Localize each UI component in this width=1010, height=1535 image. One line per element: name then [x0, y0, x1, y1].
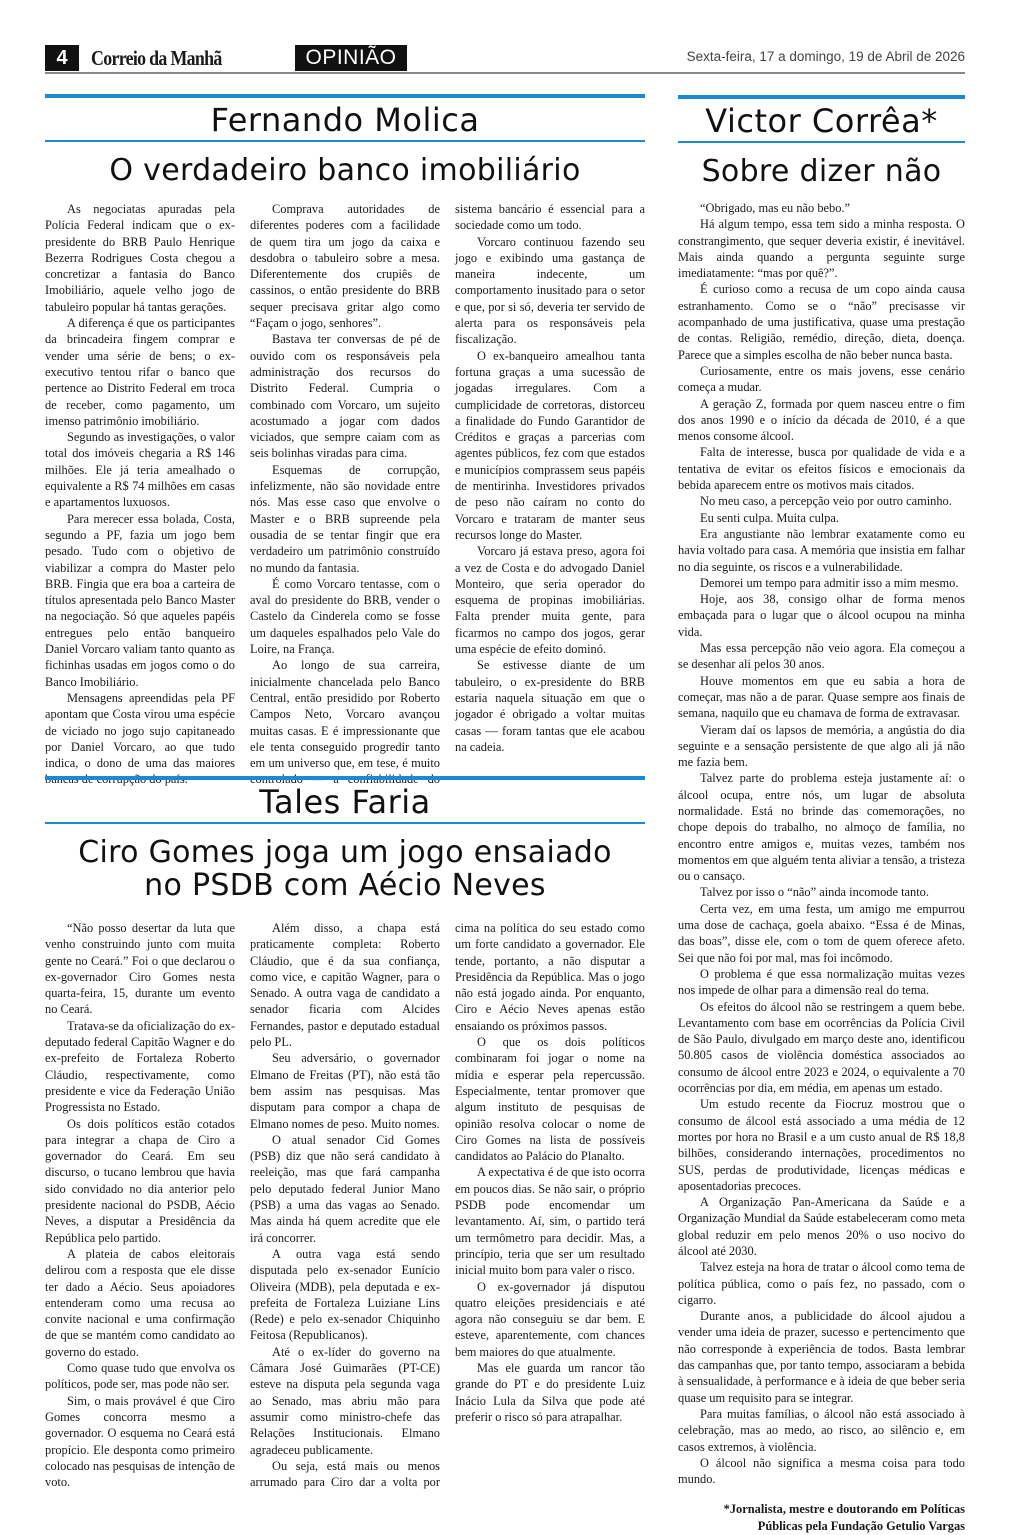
- paragraph: Um estudo recente da Fiocruz mostrou que o consumo de álcool está associado a uma média de 12 mortes por hora no Brasil e a um custo anual de R$ 18,8 bilhões, considerando internações, procedimentos no SUS, perdas de produtividade, licenças médicas e aposentadorias precoces.: [678, 1097, 965, 1193]
- paragraph: “Obrigado, mas eu não bebo.”: [700, 201, 851, 215]
- paragraph: Talvez parte do problema esteja justamente aí: o álcool ocupa, entre nós, um lugar de absoluta normalidade. Está no brinde das comemorações, no chope depois do trabalho, no almoço de família, no encontro entre amigos e, muitas vezes, também nos momentos em que alguém tenta aliviar a tensão, a tristeza ou o cansaço.: [678, 771, 965, 884]
- paragraph: É como Vorcaro tentasse, com o aval do presidente do BRB, vender o Castelo da Cinderela como se fosse um daqueles espalhados pelo Vale do Loire, na França.: [250, 576, 440, 657]
- paragraph: Mensagens apreendidas pela PF apontam que Costa virou uma espécie de viciado no jogo sujo capitaneado por Daniel Vorcaro, ao que tudo indica, o dono de uma das maiores: [45, 690, 235, 771]
- article-correa: [678, 95, 965, 1535]
- paragraph: Hoje, aos 38, consigo olhar de forma menos embaçada para o lugar que o álcool ocupou na minha vida.: [678, 592, 965, 639]
- paragraph: O atual senador Cid Gomes (PSB) diz que não será candidato à reeleição, mas que fará campanha pelo deputado federal Junior Mano (PSB) a uma das vagas ao Senado. Mas ainda há quem acredite que ele irá concorrer.: [250, 1132, 440, 1245]
- article-body: [45, 920, 645, 1490]
- paragraph: O problema é que essa normalização muitas vezes nos impede de olhar para a dimensão real do tema.: [678, 966, 965, 998]
- author-rule: [45, 822, 645, 824]
- headline-line: no PSDB com Aécio Neves: [144, 868, 546, 903]
- paragraph: Os dois políticos estão cotados para integrar a chapa de Ciro a governador do Ceará. Em seu discurso, o tucano lembrou que havia sido convidado no dia anterior pelo presidente nacional do PSDB, Aécio Neves, a disputar a Presidência da República pelo partido.: [45, 1116, 235, 1245]
- article-body: [45, 201, 645, 788]
- paragraph: A geração Z, formada por quem nasceu entre o fim dos anos 1990 e o início da década de 2010, é a que menos consome álcool.: [678, 396, 965, 444]
- article-headline: Sobre dizer não: [701, 154, 942, 189]
- paragraph: Houve momentos em que eu sabia a hora de começar, mas não a de parar. Quase sempre aos finais de semana, naquilo que eu chamava de forma de extravasar.: [678, 673, 965, 721]
- paragraph: Há algum tempo, essa tem sido a minha resposta. O constrangimento, que sequer deveria existir, é inevitável. Mais ainda quando a pergunta seguinte surge imediatamente: “mas por quê?”.: [678, 217, 965, 281]
- article-headline: O verdadeiro banco imobiliário: [109, 153, 581, 188]
- page-number: 4: [45, 45, 79, 71]
- paragraph: Bastava ter conversas de pé de ouvido com os responsáveis pela administração dos recursos do Distrito Federal. Cumpria o combinado com Vorcaro, um sujeito acostumado a jogar com dados viciados, que sempre caiam com as seis bolinhas viradas para cima.: [250, 332, 440, 461]
- author-note-line: Públicas pela Fundação Getulio Vargas: [757, 1519, 965, 1534]
- paragraph: Talvez esteja na hora de tratar o álcool como tema de política pública, como o país fez, no passado, com o cigarro.: [678, 1260, 965, 1307]
- paragraph: Vieram daí os lapsos de memória, a angústia do dia seguinte e a sensação persistente de que algo ali já não me fazia bem.: [678, 722, 965, 770]
- paragraph: Vorcaro já estava preso, agora foi a vez de Costa e do advogado Daniel Monteiro, que seria operador do esquema de propinas imobiliárias. Falta prender muita gente, para ficarmos no campo dos jogos, gerar uma espécie de efeito dominó.: [455, 544, 645, 657]
- section-label: OPINIÃO: [295, 45, 407, 71]
- paragraph: Além disso, a chapa está praticamente completa: Roberto Cláudio, que é da sua confiança, como vice, e capitão Wagner, para o Senado. A outra vaga de candidato a senador ficaria com Alcides Fernandes, pastor e deputado estadual pelo PL.: [250, 921, 440, 1050]
- paragraph: No meu caso, a percepção veio por outro caminho.: [700, 494, 952, 509]
- paragraph: Comprava autoridades de diferentes poderes com a facilidade de quem tira um jogo da caixa e desdobra o tabuleiro sobre a mesa. Diferentemente dos crupiês de cassinos, o então presidente do BRB sequer precisava gritar algo como “Façam o jogo, senhores”.: [250, 202, 440, 331]
- paragraph: A Organização Pan-Americana da Saúde e a Organização Mundial da Saúde estabeleceram como meta global reduzir em pelo menos 20% o uso nocivo do álcool até 2030.: [678, 1195, 965, 1258]
- paragraph: Se estivesse diante de um tabuleiro, o ex-presidente do BRB estaria naquela situação em que o jogador é obrigado a voltar muitas casas — foram tantas que ele acabou na cadeia.: [455, 658, 645, 754]
- article-top-rule: [45, 94, 645, 98]
- paragraph: Sim, o mais provável é que Ciro Gomes concorra mesmo a governador. O esquema no Ceará está propício. Ele desponta como primeiro colocado nas pesquisas de intenção de voto.: [45, 1393, 235, 1490]
- paragraph: Curiosamente, entre os mais jovens, esse cenário começa a mudar.: [678, 363, 965, 395]
- paragraph: Demorei um tempo para admitir isso a mim mesmo.: [700, 575, 959, 590]
- paragraph: É curioso como a recusa de um copo ainda causa estranhamento. Como se o “não” precisasse vir acompanhado de uma justificativa, quase uma prestação de contas. Religião, remédio, direção, dieta, doença. Parece que a simples escolha de não beber nunca basta.: [678, 282, 965, 362]
- paragraph: Esquemas de corrupção, infelizmente, não são novidade entre nós. Mas esse caso que envolve o Master e o BRB supreende pela ousadia de se tentar fingir que era verdadeiro um patrimônio construído no mundo da fantasia.: [250, 462, 440, 575]
- article-top-rule: [45, 776, 645, 780]
- paragraph: As negociatas apuradas pela Polícia Federal indicam que o ex-presidente do BRB Paulo Henrique Bezerra Rodrigues Costa chegou a concretizar a fantasia do Banco Imobiliário, aquele velho jogo de tabuleiro popular há tantas gerações.: [45, 202, 235, 314]
- newspaper-logo: Correio da Manhã: [91, 46, 222, 70]
- paragraph: Até o ex-líder do governo na Câmara José Guimarães (PT-CE) esteve na disputa pela segunda vaga ao Senado, mas abriu mão para assumir como ministro-chefe das Relações Institucionais. Elmano agradeceu publicamente.: [250, 1344, 440, 1457]
- author-rule: [45, 140, 645, 142]
- article-molica: [45, 94, 645, 788]
- paragraph: Mas ele guarda um rancor tão grande do PT e do presidente Luiz Inácio Lula da Silva que pode até preferir o risco só para atrapalhar.: [455, 1361, 645, 1424]
- paragraph: Certa vez, em uma festa, um amigo me empurrou uma dose de cachaça, goela abaixo. “Essa é de Minas, das boas”, disse ele, com o tom de quem oferece afeto. Sei que não foi por mal, mas foi incômodo.: [678, 901, 965, 965]
- paragraph: Ou seja, está mais ou menos arrumado para Ciro dar a volta por cima na política do seu estado como um forte candidato a governador. Ele tende, portanto, a não disputar a Presidência da República. Mas o jogo não está jogado ainda. Por enquanto, Ciro e Aécio Neves apenas estão ensaiando os próximos passos.: [250, 921, 645, 1490]
- article-headline: [45, 836, 645, 902]
- paragraph: Eu senti culpa. Muita culpa.: [700, 510, 840, 525]
- author-name: Tales Faria: [259, 783, 431, 821]
- paragraph: Talvez por isso o “não” ainda incomode tanto.: [700, 885, 929, 900]
- paragraph: Durante anos, a publicidade do álcool ajudou a vender uma ideia de prazer, sucesso e pertencimento que não corresponde à experiência de todos. Basta lembrar das campanhas que, por tanto tempo, associaram a bebida à sensualidade, à performance e à ideia de que beber seria quase um requisito para se integrar.: [678, 1309, 965, 1405]
- paragraph: Ao longo de sua carreira, inicialmente chancelada pelo Banco Central, então presidido por Roberto Campos Neto, Vorcaro avançou muitas casas. E é impressionante que ele tenta conseguido progredir tanto em um universo que, em tese, é muito sistema bancário é essencial para a sociedade como um todo.: [250, 202, 645, 771]
- paragraph: Tratava-se da oficialização do ex-deputado federal Capitão Wagner e do ex-prefeito de Fortaleza Roberto Cláudio, respectivamente, como presidente e vice da Federação União Progressista no Estado.: [45, 1018, 235, 1115]
- paragraph: O ex-governador já disputou quatro eleições presidenciais e até agora não conseguiu se dar bem. E esteve, aparentemente, com chances bem maiores do que atualmente.: [455, 1279, 645, 1359]
- author-note: [678, 1501, 965, 1535]
- paragraph: “Não posso desertar da luta que venho construindo junto com muita gente no Ceará.” Foi o que declarou o ex-governador Ciro Gomes nesta quarta-feira, 15, durante um evento no Ceará.: [45, 921, 235, 1017]
- article-top-rule: [678, 95, 965, 99]
- paragraph: A expectativa é de que isto ocorra em poucos dias. Se não sair, o próprio PSDB pode encomendar um levantamento. Aí, sim, o partido terá um termômetro para decidir. Mas, a princípio, teria que ser um resultado inicial muito bom para valer o risco.: [455, 1165, 645, 1278]
- paragraph: Era angustiante não lembrar exatamente como eu havia voltado para casa. A memória que insistia em falhar no dia seguinte, os riscos e a vulnerabilidade.: [678, 526, 965, 574]
- article-faria: [45, 776, 645, 1490]
- article-body: [678, 200, 965, 1487]
- paragraph: O álcool não significa a mesma coisa para todo mundo.: [678, 1455, 965, 1487]
- paragraph: A outra vaga está sendo disputada pelo ex-senador Eunício Oliveira (MDB), pela deputada e ex-prefeita de Fortaleza Luiziane Lins (Rede) e pelo ex-senador Chiquinho Feitosa (Republicanos).: [250, 1246, 440, 1343]
- page-header: [45, 45, 965, 74]
- paragraph: Seu adversário, o governador Elmano de Freitas (PT), não está tão bem assim nas pesquisas. Mas disputam para compor a chapa de Elmano nomes de peso. Muito nomes.: [250, 1051, 440, 1131]
- paragraph: Para merecer essa bolada, Costa, segundo a PF, fazia um jogo bem pesado. Tudo com o objetivo de viabilizar a compra do Master pelo BRB. Fingia que era boa a carteira de títulos apresentada pelo Banco Master na negociação. Só que aqueles papéis entregues pelo então banqueiro Daniel Vorcaro valiam tanto quanto as fichinhas usadas em jogos como o do Banco Imobiliário.: [45, 511, 235, 689]
- headline-line: Ciro Gomes joga um jogo ensaiado: [78, 835, 612, 870]
- edition-date: Sexta-feira, 17 a domingo, 19 de Abril de 2026: [686, 49, 965, 64]
- paragraph: Vorcaro continuou fazendo seu jogo e exibindo uma gastança de maneira indecente, um comportamento inusitado para o setor e que, por si só, deveria ter servido de alerta para os responsáveis pela fiscalização.: [455, 234, 645, 347]
- author-name: Victor Corrêa*: [705, 102, 938, 140]
- paragraph: A plateia de cabos eleitorais delirou com a resposta que ele disse ter dado a Aécio. Seus apoiadores entenderam como uma recusa ao convite nacional e uma confirmação de que se mantém como candidato ao governo do estado.: [45, 1246, 235, 1359]
- paragraph: Mas essa percepção não veio agora. Ela começou a se desenhar ali pelos 30 anos.: [678, 641, 965, 672]
- paragraph: O ex-banqueiro amealhou tanta fortuna graças a uma sucessão de jogadas irregulares. Com a cumplicidade de corretoras, distorceu a finalidade do Fundo Garantidor de Créditos e graças a parcerias com agentes públicos, fez com que estados e municípios comprassem seus papéis de mentirinha. Investidores privados de peso não caíram no conto do Vorcaro e trataram de manter seus recursos longe do Master.: [455, 348, 645, 542]
- paragraph: Segundo as investigações, o valor total dos imóveis chegaria a R$ 146 milhões. Ele já teria amealhado o equivalente a R$ 74 milhões em casas e apartamentos luxuosos.: [45, 430, 235, 510]
- paragraph: Falta de interesse, busca por qualidade de vida e a tentativa de evitar os efeitos físicos e emocionais da bebida aparecem entre os motivos mais citados.: [678, 445, 965, 493]
- author-name: Fernando Molica: [210, 101, 480, 139]
- paragraph: Para muitas famílias, o álcool não está associado à celebração, mas ao medo, ao risco, ao silêncio e, em casos extremos, à violência.: [678, 1406, 965, 1454]
- paragraph: A diferença é que os participantes da brincadeira fingem comprar e vender uma série de bens; o ex-executivo tentou rifar o banco que pertence ao Distrito Federal em troca de receber, como pagamento, um imenso patrimônio imobiliário.: [45, 316, 235, 428]
- paragraph: Os efeitos do álcool não se restringem a quem bebe. Levantamento com base em ocorrências da Polícia Civil de São Paulo, divulgado em março deste ano, identificou 50.805 casos de violência doméstica associados ao consumo de álcool entre 2023 e 2024, o equivalente a 70 ocorrências por dia, em média, em apenas um estado.: [678, 999, 965, 1096]
- author-rule: [678, 141, 965, 143]
- paragraph: O que os dois políticos combinaram foi jogar o nome na mídia e esperar pela repercussão. Especialmente, tentar promover que algum instituto de pesquisas de opinião resolva colocar o nome de Ciro Gomes na lista de possíveis candidatos ao Palácio do Planalto.: [455, 1035, 645, 1164]
- author-note-line: *Jornalista, mestre e doutorando em Políticas: [723, 1502, 965, 1517]
- paragraph: Como quase tudo que envolva os políticos, pode ser, mas pode não ser.: [45, 1361, 235, 1392]
